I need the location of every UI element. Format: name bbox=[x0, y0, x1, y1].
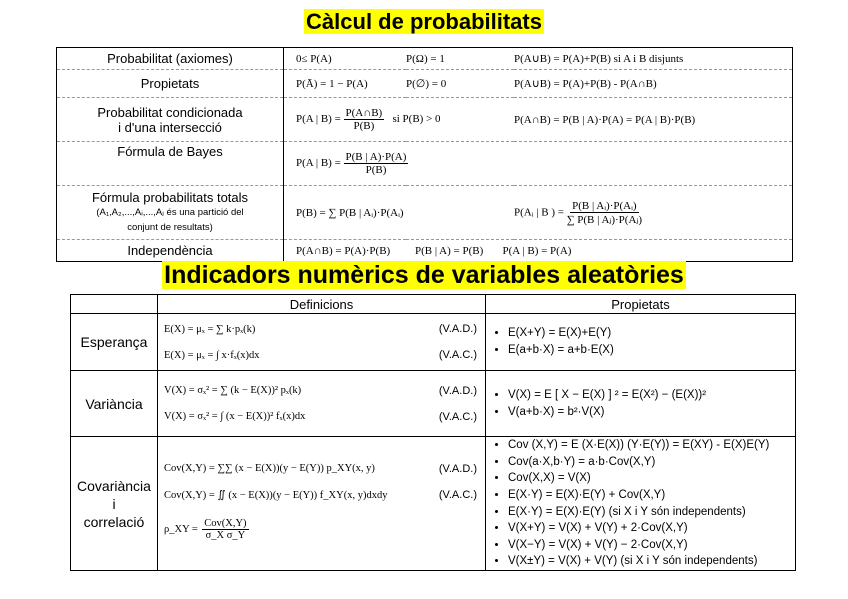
row-bayes bbox=[57, 142, 793, 186]
label-covariancia: Covariància i correlació bbox=[71, 437, 158, 571]
row-variancia bbox=[71, 371, 796, 437]
label-axiomes: Probabilitat (axiomes) bbox=[57, 48, 284, 70]
props-variancia: • V(X) = E [ X − E(X) ] ² = E(X²) − (E(X))² • V(a+b·X) = b²·V(X) bbox=[486, 371, 796, 437]
row-covariancia bbox=[71, 437, 796, 571]
props-esperanca: • E(X+Y) = E(X)+E(Y) • E(a+b·X) = a+b·E(X) bbox=[486, 314, 796, 371]
formula-prop-3: P(A∪B) = P(A)+P(B) - P(A∩B) bbox=[514, 70, 793, 98]
formula-prop-2: P(∅) = 0 bbox=[406, 70, 514, 98]
row-axiomes bbox=[57, 48, 793, 70]
label-condicionada: Probabilitat condicionada i d'una intersecció bbox=[57, 98, 284, 142]
defs-esperanca: E(X) = μₓ = ∑ k·pₓ(k) (V.A.D.) E(X) = μₓ = ∫ x·fₓ(x)dx (V.A.C.) bbox=[158, 314, 486, 371]
label-esperanca: Esperança bbox=[71, 314, 158, 371]
row-independencia bbox=[57, 240, 793, 262]
title-probabilitats: Càlcul de probabilitats bbox=[306, 9, 542, 34]
formula-axiom-3: P(A∪B) = P(A)+P(B) si A i B disjunts bbox=[514, 48, 793, 70]
row-propietats bbox=[57, 70, 793, 98]
row-esperanca bbox=[71, 314, 796, 371]
row-condicionada bbox=[57, 98, 793, 142]
header-propietats: Propietats bbox=[486, 295, 796, 314]
props-covariancia: • Cov (X,Y) = E (X·E(X)) (Y·E(Y)) = E(XY) - E(X)E(Y) • Cov(a·X,b·Y) = a·b·Cov(X,Y) • Cov(X,X) = V(X) • E(X·Y) = E(X)·E(Y) + Cov(X,Y) • E(X·Y) = E(X)·E(Y) (si X i Y són independents) • V(X+Y) = V(X) + V(Y) + 2·Cov(X,Y) • V(X−Y) = V(X) + V(Y) − 2·Cov(X,Y) • V(X±Y) = V(X) + V(Y) (si X i Y són independents) bbox=[486, 437, 796, 571]
defs-covariancia: Cov(X,Y) = ∑∑ (x − E(X))(y − E(Y)) p_XY(x, y) (V.A.D.) Cov(X,Y) = ∬ (x − E(X))(y − E(Y)) f_XY(x, y)dxdy (V.A.C.) ρ_XY = $\frac{\text{Cov(X,Y)}}{\text{σ\_X σ\_Y}}$ bbox=[158, 437, 486, 571]
label-propietats: Propietats bbox=[57, 70, 284, 98]
label-independencia: Independència bbox=[57, 240, 284, 262]
formula-totals: P(B) = ∑ P(B | Aᵢ)·P(Aᵢ) bbox=[284, 186, 515, 240]
formula-bayes-total: P(Aᵢ | B ) = $\frac{\text{P(B | Aᵢ)·P(Aᵢ)}}{\text{∑ P(B | Aⱼ)·P(Aⱼ)}}$ bbox=[514, 186, 793, 240]
formula-condicionada: P(A | B) = $\frac{P(A\cap B)}{P(B)}$ si P(B) > 0 bbox=[284, 98, 515, 142]
probability-table bbox=[56, 47, 793, 262]
formula-rho: ρ_XY = $\frac{\text{Cov(X,Y)}}{\text{σ\_X σ\_Y}}$ bbox=[164, 518, 247, 541]
formula-bayes: P(A | B) = $\frac{P(B | A)\cdot P(A)}{P(B)}$ bbox=[284, 142, 793, 186]
title-indicadors: Indicadors numèrics de variables aleatòries bbox=[164, 261, 684, 289]
label-bayes: Fórmula de Bayes bbox=[57, 142, 284, 186]
formula-axiom-2: P(Ω) = 1 bbox=[406, 48, 514, 70]
formula-interseccio: P(A∩B) = P(B | A)·P(A) = P(A | B)·P(B) bbox=[514, 98, 793, 142]
defs-variancia: V(X) = σₓ² = ∑ (k − E(X))² pₓ(k) (V.A.D.) V(X) = σₓ² = ∫ (x − E(X))² fₓ(x)dx (V.A.C.) bbox=[158, 371, 486, 437]
indicators-table bbox=[70, 294, 796, 571]
formula-axiom-1: 0≤ P(A) bbox=[284, 48, 407, 70]
formula-prop-1: P(Ā) = 1 − P(A) bbox=[284, 70, 407, 98]
label-totals: Fórmula probabilitats totals (A₁,A₂,...,Aᵢ,...,Aⱼ és una partició del conjunt de resultats) bbox=[57, 186, 284, 240]
formula-independencia: P(A∩B) = P(A)·P(B) P(B | A) = P(B) P(A | B) = P(A) bbox=[296, 244, 572, 257]
header-definicions: Definicions bbox=[158, 295, 486, 314]
label-variancia: Variància bbox=[71, 371, 158, 437]
row-totals bbox=[57, 186, 793, 240]
header-row bbox=[71, 295, 796, 314]
